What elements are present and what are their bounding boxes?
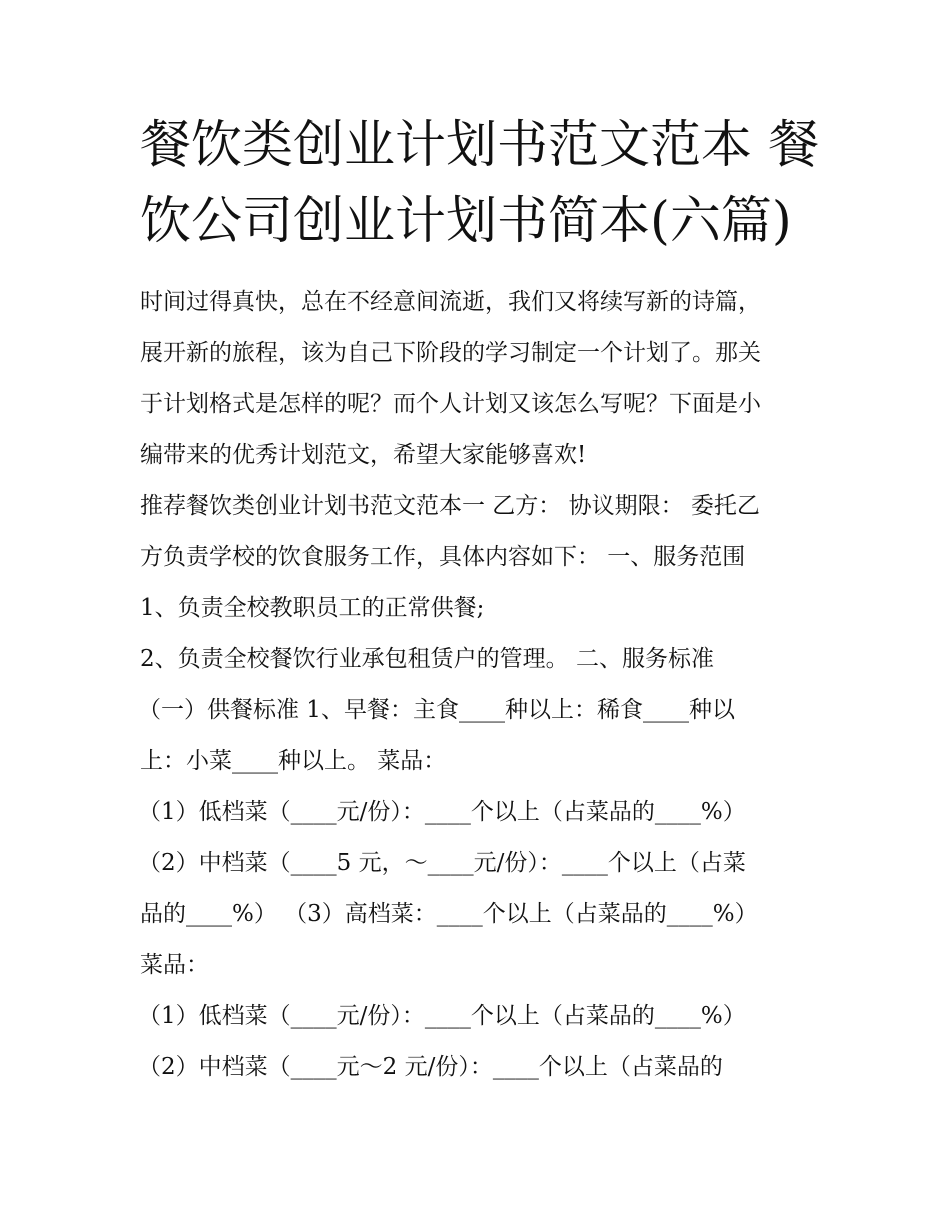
body-line: 2、负责全校餐饮行业承包租赁户的管理。 二、服务标准 [140,646,714,672]
body-line: （2）中档菜（____元～2 元/份）：____个以上（占菜品的 [138,1054,723,1080]
title-line: 餐饮类创业计划书范文范本 餐 [140,116,820,175]
body-line: 品的____%） （3）高档菜：____个以上（占菜品的____%） [140,901,758,927]
body-line: 时间过得真快，总在不经意间流逝，我们又将续写新的诗篇， [140,289,761,315]
body-line: 上：小菜____种以上。 菜品： [140,748,447,774]
body-line: 编带来的优秀计划范文，希望大家能够喜欢! [140,442,587,468]
body-line: （一）供餐标准 1、早餐：主食____种以上：稀食____种以 [138,697,735,723]
document-body [140,277,830,1093]
body-line: 展开新的旅程，该为自己下阶段的学习制定一个计划了。那关 [140,340,761,366]
body-line: 于计划格式是怎样的呢？而个人计划又该怎么写呢？下面是小 [140,391,761,417]
document-title [140,108,820,260]
body-line: （1）低档菜（____元/份）：____个以上（占菜品的____%） [138,1003,746,1029]
body-line: 推荐餐饮类创业计划书范文范本一 乙方： 协议期限： 委托乙 [140,493,760,519]
title-line: 饮公司创业计划书简本(六篇) [140,192,792,251]
body-line: （2）中档菜（____5 元，～____元/份）：____个以上（占菜 [138,850,746,876]
body-line: 1、负责全校教职员工的正常供餐; [140,595,485,621]
body-line: （1）低档菜（____元/份）：____个以上（占菜品的____%） [138,799,746,825]
body-line: 菜品： [140,952,209,978]
body-line: 方负责学校的饮食服务工作，具体内容如下： 一、服务范围 [140,544,746,570]
